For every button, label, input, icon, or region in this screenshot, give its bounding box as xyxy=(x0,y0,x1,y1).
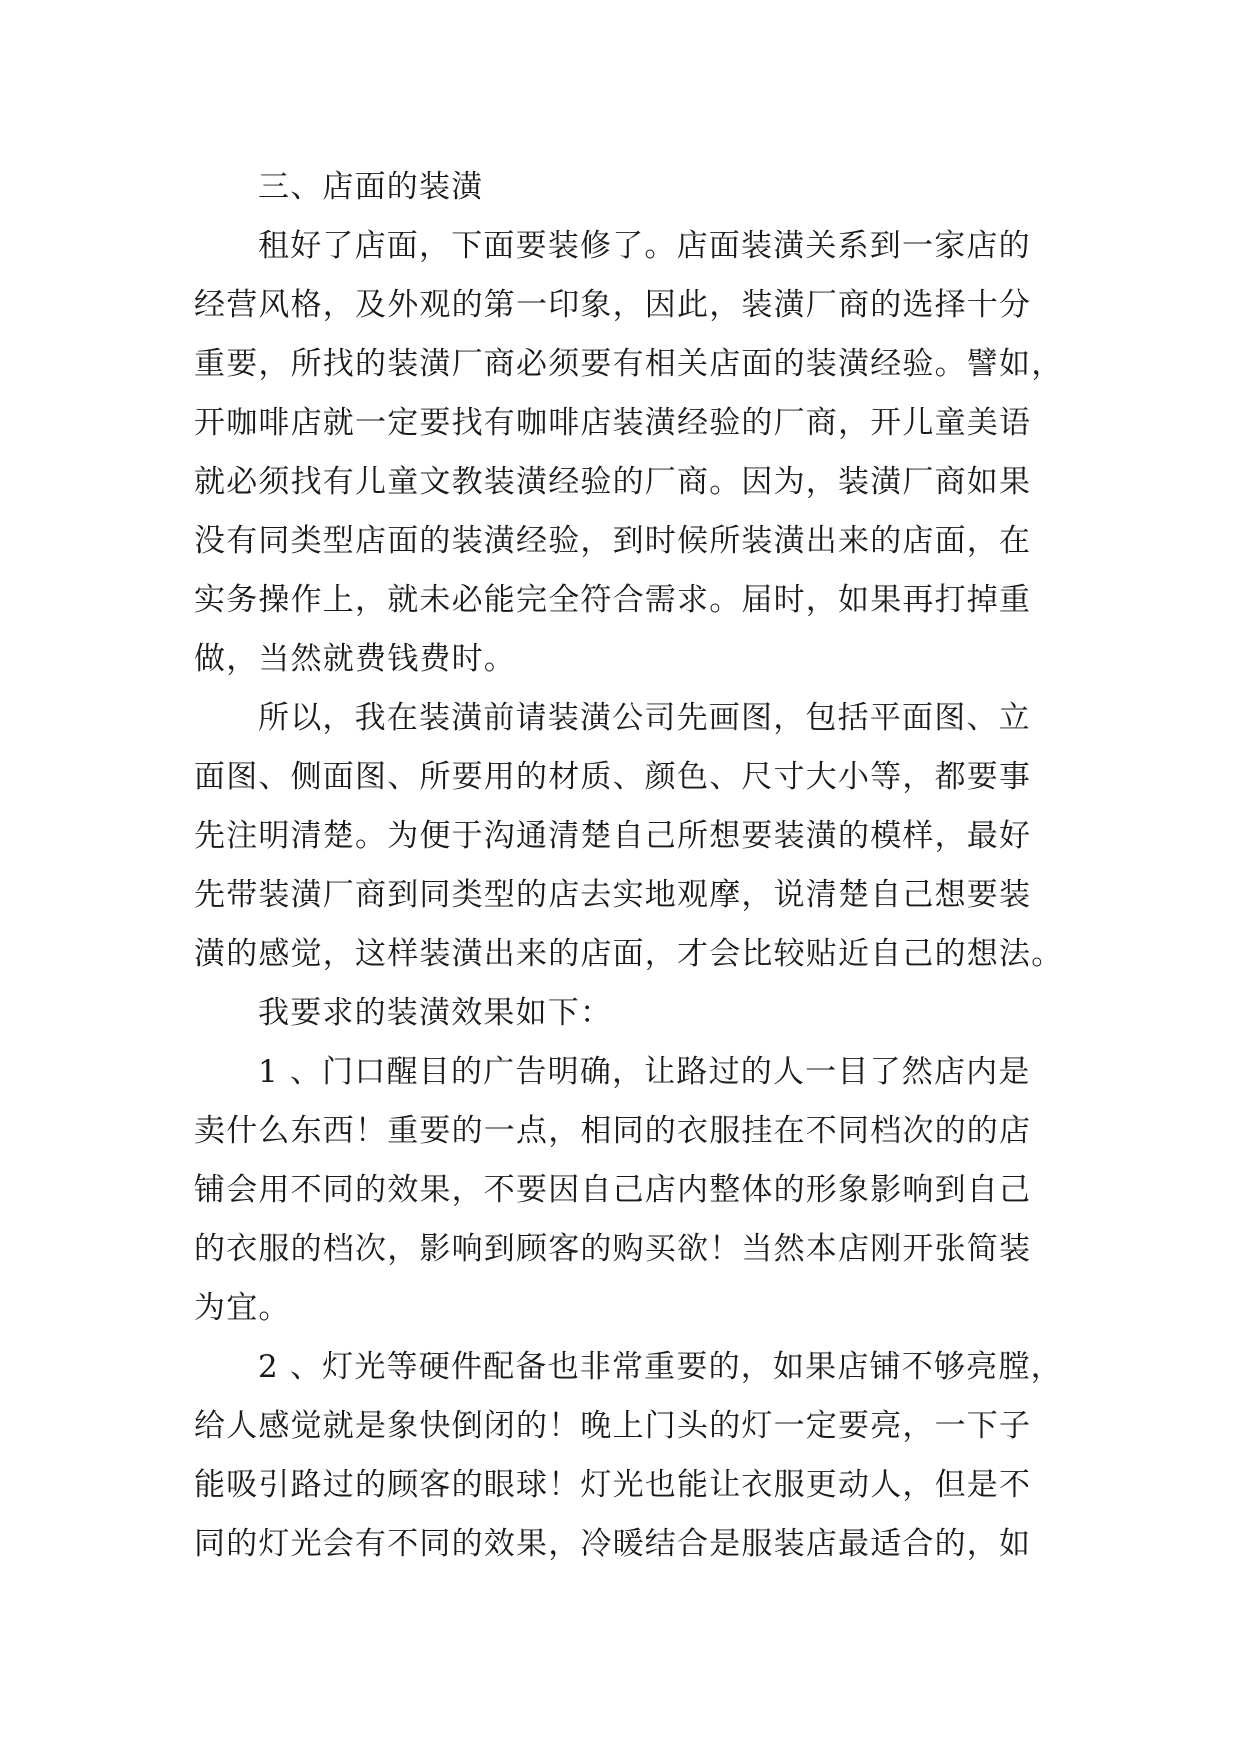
list-item-line: 能吸引路过的顾客的眼球！灯光也能让衣服更动人，但是不 xyxy=(194,1467,1032,1503)
paragraph-line: 做，当然就费钱费时。 xyxy=(194,641,516,677)
paragraph-line: 潢的感觉，这样装潢出来的店面，才会比较贴近自己的想法。 xyxy=(194,936,1064,972)
document-body xyxy=(194,158,1064,1574)
list-item-line: 为宜。 xyxy=(194,1290,291,1326)
list-item-line: 同的灯光会有不同的效果，冷暖结合是服装店最适合的，如 xyxy=(194,1526,1032,1562)
list-item-line: 给人感觉就是象快倒闭的！晚上门头的灯一定要亮，一下子 xyxy=(194,1408,1032,1444)
paragraph-line: 重要，所找的装潢厂商必须要有相关店面的装潢经验。譬如， xyxy=(194,346,1064,382)
paragraph-line: 先带装潢厂商到同类型的店去实地观摩，说清楚自己想要装 xyxy=(194,877,1032,913)
paragraph-line: 租好了店面，下面要装修了。店面装潢关系到一家店的 xyxy=(258,228,1031,264)
list-item-line: 2 、灯光等硬件配备也非常重要的，如果店铺不够亮膛， xyxy=(258,1349,1063,1385)
paragraph-line: 所以，我在装潢前请装潢公司先画图，包括平面图、立 xyxy=(258,700,1031,736)
paragraph-line: 没有同类型店面的装潢经验，到时候所装潢出来的店面，在 xyxy=(194,523,1032,559)
list-item-line: 1 、门口醒目的广告明确，让路过的人一目了然店内是 xyxy=(258,1054,1031,1090)
section-heading: 三、店面的装潢 xyxy=(258,169,484,205)
paragraph-line: 先注明清楚。为便于沟通清楚自己所想要装潢的模样，最好 xyxy=(194,818,1032,854)
paragraph-line: 面图、侧面图、所要用的材质、颜色、尺寸大小等，都要事 xyxy=(194,759,1032,795)
paragraph-line: 开咖啡店就一定要找有咖啡店装潢经验的厂商，开儿童美语 xyxy=(194,405,1032,441)
list-item-line: 铺会用不同的效果，不要因自己店内整体的形象影响到自己 xyxy=(194,1172,1032,1208)
list-item-line: 卖什么东西！重要的一点，相同的衣服挂在不同档次的的店 xyxy=(194,1113,1032,1149)
paragraph-line: 实务操作上，就未必能完全符合需求。届时，如果再打掉重 xyxy=(194,582,1032,618)
list-item-line: 的衣服的档次，影响到顾客的购买欲！当然本店刚开张简装 xyxy=(194,1231,1032,1267)
paragraph-line: 经营风格，及外观的第一印象，因此，装潢厂商的选择十分 xyxy=(194,287,1032,323)
paragraph-line: 我要求的装潢效果如下： xyxy=(258,995,613,1031)
paragraph-line: 就必须找有儿童文教装潢经验的厂商。因为，装潢厂商如果 xyxy=(194,464,1032,500)
